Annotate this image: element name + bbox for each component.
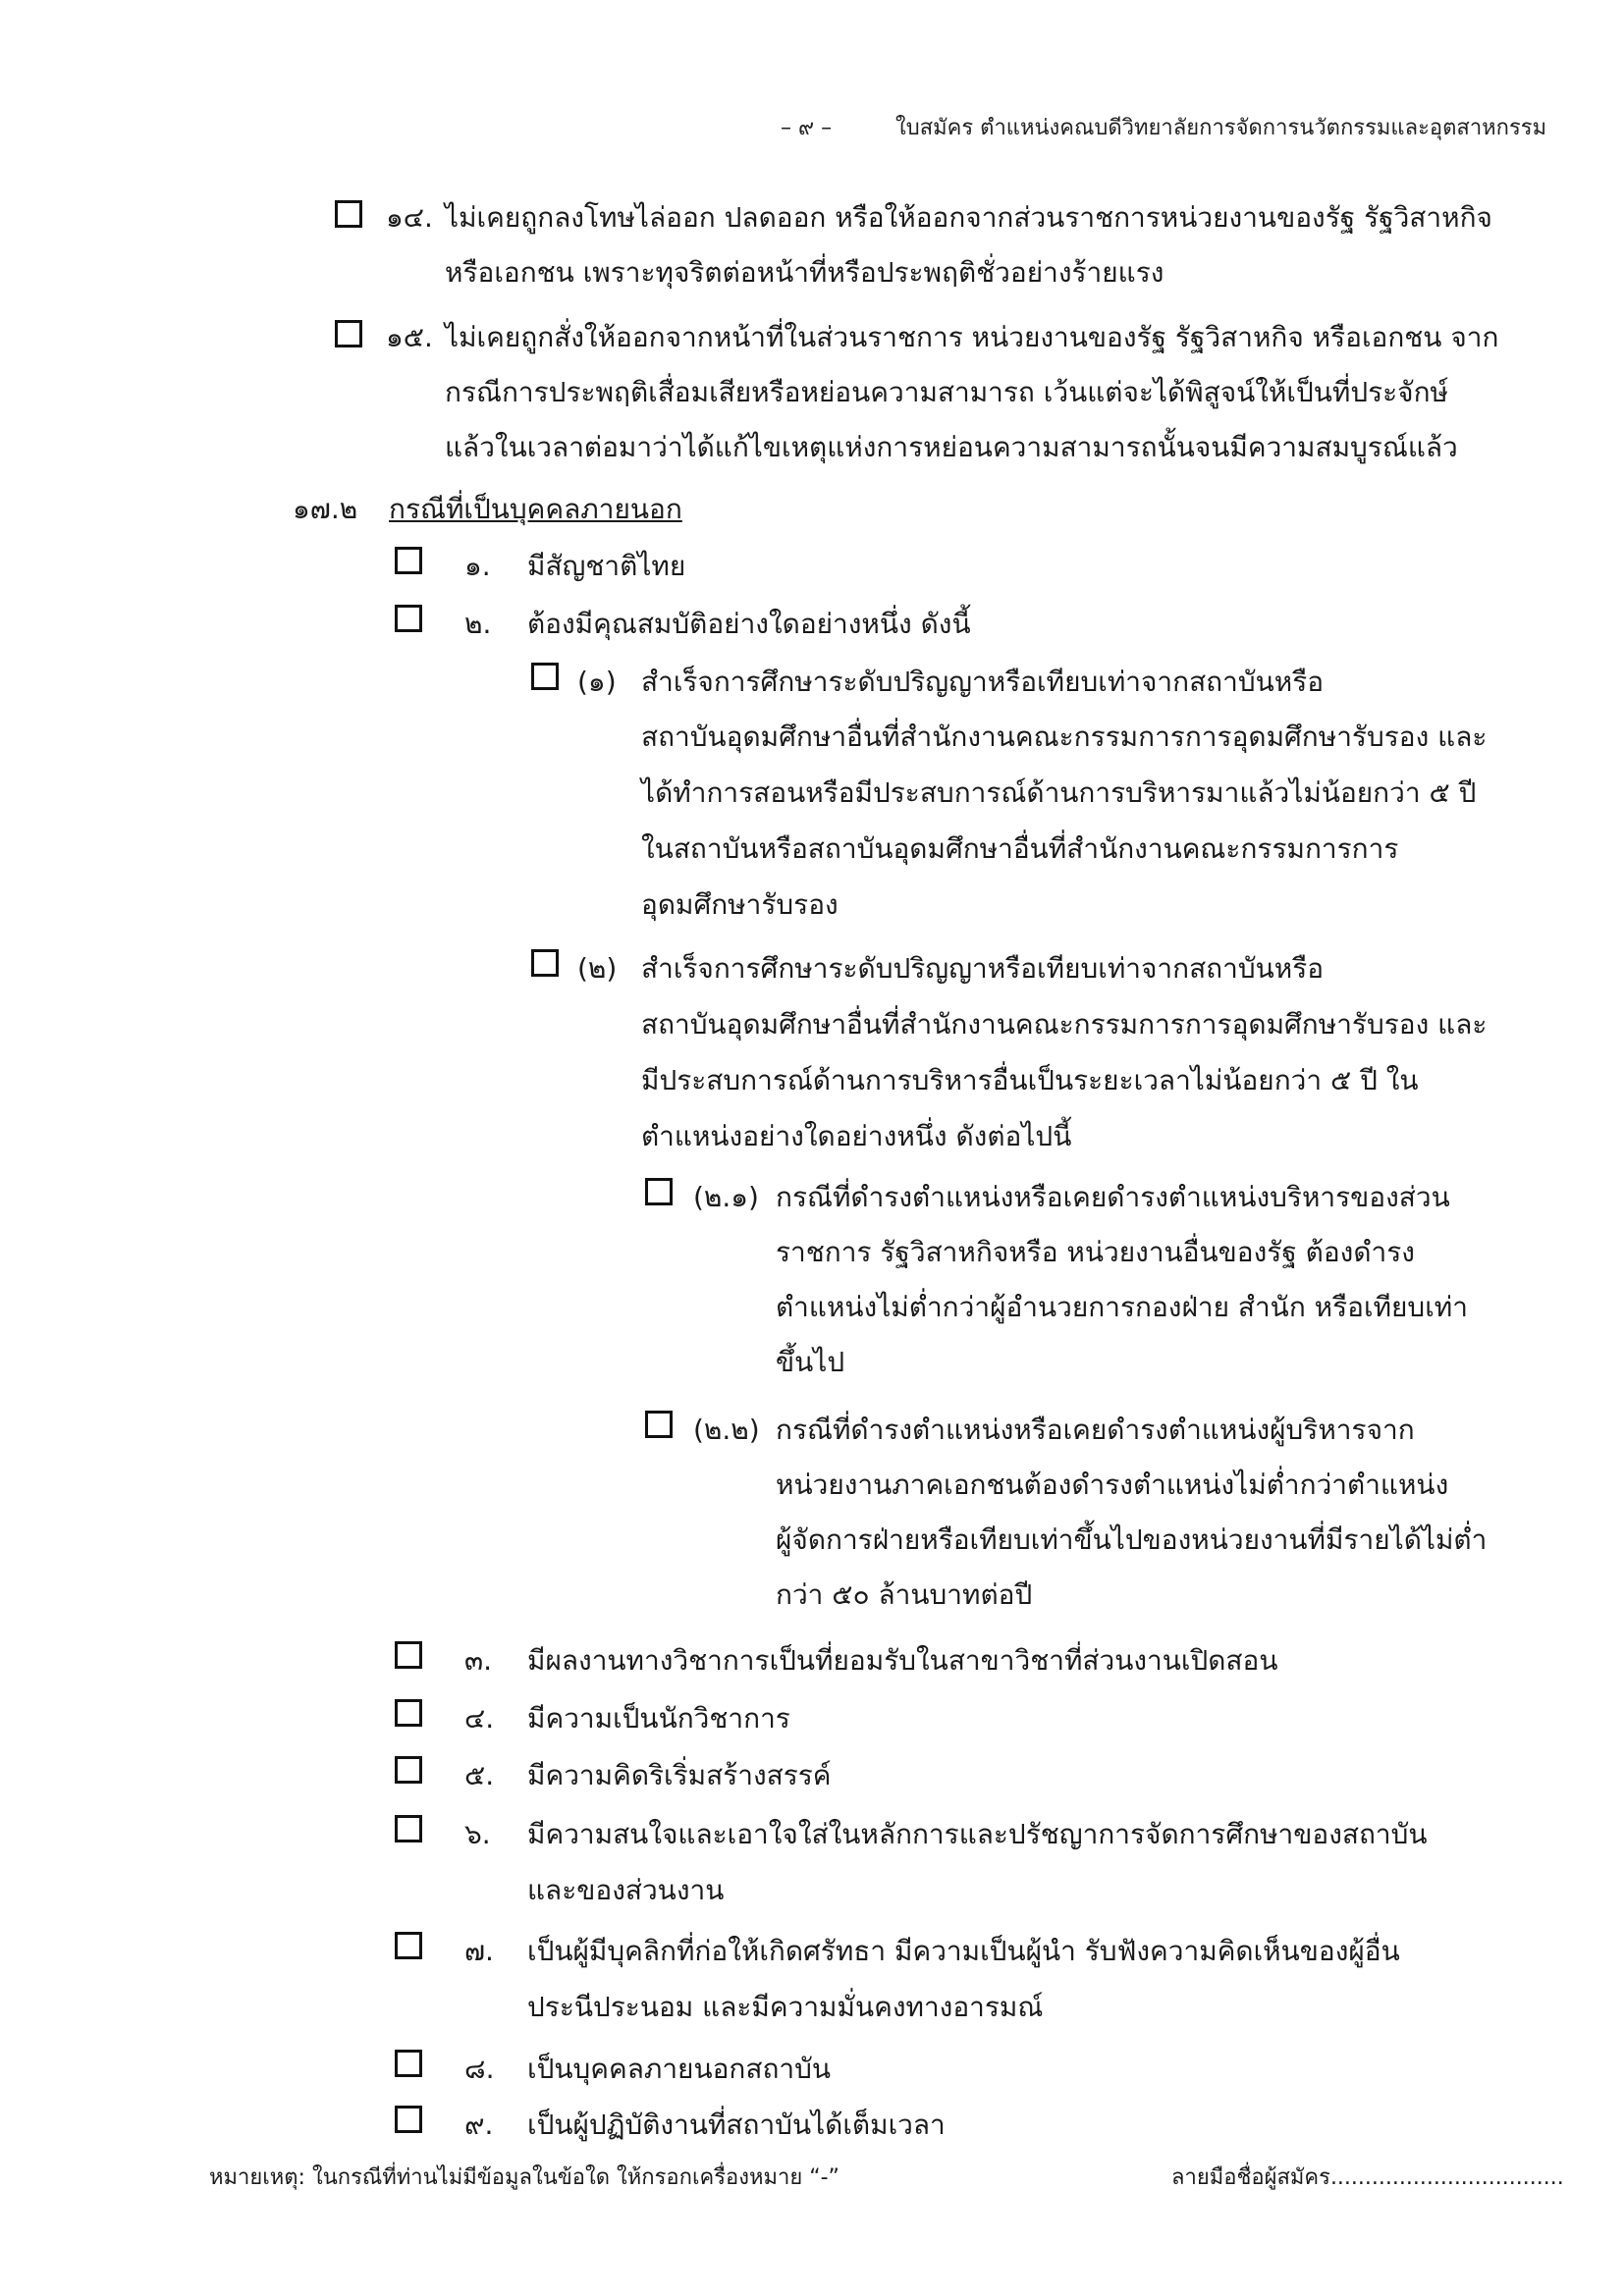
main-6-line-1: มีความสนใจและเอาใจใส่ในหลักการและปรัชญาการจัดการศึกษาของสถาบัน [527, 1818, 1428, 1850]
item-14-line-1: ไม่เคยถูกลงโทษไล่ออก ปลดออก หรือให้ออกจากส่วนราชการหน่วยงานของรัฐ รัฐวิสาหกิจ [445, 201, 1492, 234]
main-number-9: ๙. [464, 2109, 494, 2141]
main-number-1: ๑. [464, 550, 491, 582]
sub-number-1: (๑) [577, 666, 617, 698]
item-14-line-2: หรือเอกชน เพราะทุจริตต่อหน้าที่หรือประพฤติชั่วอย่างร้ายแรง [445, 256, 1164, 289]
main-number-5: ๕. [464, 1759, 495, 1791]
item-number-14: ๑๔. [386, 201, 433, 234]
main-1-line-1: มีสัญชาติไทย [527, 550, 686, 582]
main-number-2: ๒. [464, 608, 492, 640]
main-4-line-1: มีความเป็นนักวิชาการ [527, 1702, 790, 1735]
sub-2-line-2: สถาบันอุดมศึกษาอื่นที่สำนักงานคณะกรรมการการอุดมศึกษารับรอง และ [641, 1008, 1488, 1041]
checkbox-subsub-2-1[interactable] [645, 1178, 673, 1205]
main-7-line-1: เป็นผู้มีบุคลิกที่ก่อให้เกิดศรัทธา มีความเป็นผู้นำ รับฟังความคิดเห็นของผู้อื่น [527, 1935, 1400, 1967]
item-15-line-2: กรณีการประพฤติเสื่อมเสียหรือหย่อนความสามารถ เว้นแต่จะได้พิสูจน์ให้เป็นที่ประจักษ์ [445, 376, 1448, 408]
sub-1-line-1: สำเร็จการศึกษาระดับปริญญาหรือเทียบเท่าจากสถาบันหรือ [641, 666, 1325, 698]
checkbox-main-7[interactable] [395, 1932, 422, 1959]
footer-note: หมายเหตุ: ในกรณีที่ท่านไม่มีข้อมูลในข้อใด ให้กรอกเครื่องหมาย “-” [209, 2165, 839, 2190]
sub-2-line-3: มีประสบการณ์ด้านการบริหารอื่นเป็นระยะเวลาไม่น้อยกว่า ๕ ปี ใน [641, 1064, 1419, 1096]
signature-field[interactable]: ลายมือชื่อผู้สมัคร.................................. [1171, 2165, 1564, 2190]
checkbox-main-6[interactable] [395, 1815, 422, 1842]
checkbox-sub-1[interactable] [531, 663, 559, 690]
sub-1-line-5: อุดมศึกษารับรอง [641, 888, 839, 921]
main-7-line-2: ประนีประนอม และมีความมั่นคงทางอารมณ์ [527, 1991, 1044, 2023]
checkbox-main-2[interactable] [395, 605, 422, 632]
main-number-7: ๗. [464, 1935, 494, 1967]
sub-2-line-4: ตำแหน่งอย่างใดอย่างหนึ่ง ดังต่อไปนี้ [641, 1120, 1072, 1152]
subsub-2-1-line-1: กรณีที่ดำรงตำแหน่งหรือเคยดำรงตำแหน่งบริหารของส่วน [776, 1181, 1450, 1213]
checkbox-main-1[interactable] [395, 547, 422, 574]
main-number-8: ๘. [464, 2053, 495, 2085]
subsub-2-2-line-1: กรณีที่ดำรงตำแหน่งหรือเคยดำรงตำแหน่งผู้บริหารจาก [776, 1414, 1415, 1446]
subsub-number-2-1: (๒.๑) [693, 1181, 759, 1213]
item-15-line-1: ไม่เคยถูกสั่งให้ออกจากหน้าที่ในส่วนราชการ หน่วยงานของรัฐ รัฐวิสาหกิจ หรือเอกชน จาก [445, 321, 1499, 353]
main-number-3: ๓. [464, 1644, 493, 1677]
subsub-number-2-2: (๒.๒) [693, 1414, 760, 1446]
subsub-2-1-line-2: ราชการ รัฐวิสาหกิจหรือ หน่วยงานอื่นของรัฐ ต้องดำรง [776, 1236, 1415, 1268]
checkbox-main-3[interactable] [395, 1641, 422, 1669]
section-number: ๑๗.๒ [293, 493, 358, 525]
sub-number-2: (๒) [577, 952, 618, 985]
checkbox-main-9[interactable] [395, 2106, 422, 2133]
checkbox-main-5[interactable] [395, 1756, 422, 1784]
sub-2-line-1: สำเร็จการศึกษาระดับปริญญาหรือเทียบเท่าจากสถาบันหรือ [641, 952, 1325, 985]
item-number-15: ๑๕. [386, 321, 433, 353]
main-9-line-1: เป็นผู้ปฏิบัติงานที่สถาบันได้เต็มเวลา [527, 2109, 946, 2141]
checkbox-main-8[interactable] [395, 2050, 422, 2077]
checkbox-item-15[interactable] [335, 320, 362, 347]
sub-1-line-3: ได้ทำการสอนหรือมีประสบการณ์ด้านการบริหารมาแล้วไม่น้อยกว่า ๕ ปี [641, 776, 1477, 809]
subsub-2-2-line-2: หน่วยงานภาคเอกชนต้องดำรงตำแหน่งไม่ต่ำกว่าตำแหน่ง [776, 1468, 1449, 1501]
main-8-line-1: เป็นบุคคลภายนอกสถาบัน [527, 2053, 832, 2085]
checkbox-subsub-2-2[interactable] [645, 1411, 673, 1438]
main-number-4: ๔. [464, 1702, 495, 1735]
main-3-line-1: มีผลงานทางวิชาการเป็นที่ยอมรับในสาขาวิชาที่ส่วนงานเปิดสอน [527, 1644, 1278, 1677]
checkbox-sub-2[interactable] [531, 949, 559, 977]
sub-1-line-4: ในสถาบันหรือสถาบันอุดมศึกษาอื่นที่สำนักงานคณะกรรมการการ [641, 832, 1399, 865]
page-number: – ๙ – [781, 116, 833, 140]
main-6-line-2: และของส่วนงาน [527, 1874, 725, 1906]
form-title: ใบสมัคร ตำแหน่งคณบดีวิทยาลัยการจัดการนวัตกรรมและอุตสาหกรรม [895, 116, 1547, 140]
subsub-2-1-line-3: ตำแหน่งไม่ต่ำกว่าผู้อำนวยการกองฝ่าย สำนัก หรือเทียบเท่า [776, 1291, 1468, 1323]
subsub-2-2-line-4: กว่า ๕๐ ล้านบาทต่อปี [776, 1578, 1033, 1611]
sub-1-line-2: สถาบันอุดมศึกษาอื่นที่สำนักงานคณะกรรมการการอุดมศึกษารับรอง และ [641, 721, 1488, 753]
subsub-2-1-line-4: ขึ้นไป [776, 1346, 845, 1378]
item-15-line-3: แล้วในเวลาต่อมาว่าได้แก้ไขเหตุแห่งการหย่อนความสามารถนั้นจนมีความสมบูรณ์แล้ว [445, 431, 1458, 463]
main-5-line-1: มีความคิดริเริ่มสร้างสรรค์ [527, 1759, 832, 1791]
main-number-6: ๖. [464, 1818, 491, 1850]
main-2-line-1: ต้องมีคุณสมบัติอย่างใดอย่างหนึ่ง ดังนี้ [527, 608, 971, 640]
checkbox-main-4[interactable] [395, 1699, 422, 1727]
checkbox-item-14[interactable] [335, 200, 362, 228]
subsub-2-2-line-3: ผู้จัดการฝ่ายหรือเทียบเท่าขึ้นไปของหน่วยงานที่มีรายได้ไม่ต่ำ [776, 1523, 1488, 1556]
section-title: กรณีที่เป็นบุคคลภายนอก [389, 493, 682, 525]
